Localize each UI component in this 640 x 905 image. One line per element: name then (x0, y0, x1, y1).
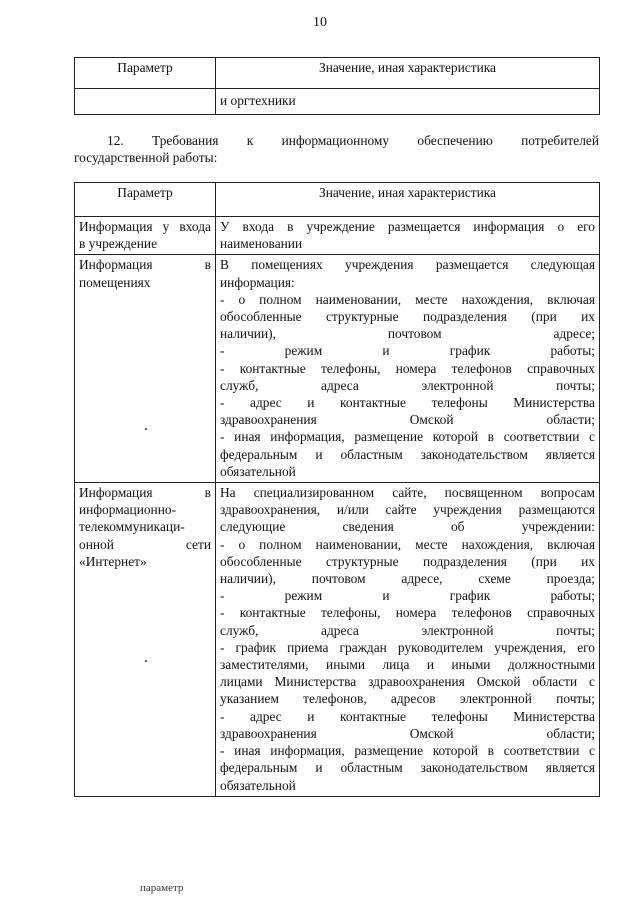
page-footer-text: параметр (140, 882, 184, 894)
table-row (75, 217, 600, 255)
value-text-line: - режим и график работы; (220, 343, 595, 359)
value-text-line: обособленные структурные подразделения (при их (220, 553, 595, 569)
value-text-line: обособленные структурные подразделения (при их (220, 309, 595, 325)
param-text-line: онной сети (79, 536, 211, 552)
section-heading-line-1: 12. Требования к информационному обеспечению потребителей (107, 133, 599, 148)
header-value: Значение, иная характеристика (216, 183, 600, 217)
value-text-line: - контактные телефоны, номера телефонов справочных (220, 360, 595, 376)
value-text-line: - иная информация, размещение которой в соответствии с (220, 429, 595, 445)
value-text-line: федеральным и областным законодательством является (220, 760, 595, 776)
value-text-line: здравоохранения, и/или сайте учреждения размещаются (220, 502, 595, 518)
value-text-line: В помещениях учреждения размещается следующая (220, 257, 595, 273)
table-row (75, 89, 600, 115)
row-value (216, 255, 600, 483)
row-param (75, 483, 216, 797)
value-text-line: - режим и график работы; (220, 588, 595, 604)
value-text-line: заместителями, иными лица и иными должностными (220, 657, 595, 673)
value-text-line: следующие сведения об учреждении: (220, 519, 595, 535)
row-value (216, 483, 600, 797)
table-header-row (75, 183, 600, 217)
value-text-line: - контактные телефоны, номера телефонов справочных (220, 605, 595, 621)
param-text-line: Информация у входа (79, 219, 211, 234)
value-text-line: наличии), почтовом адресе; (220, 326, 595, 342)
row-value (216, 217, 600, 255)
row-param (75, 217, 216, 255)
scan-speck (145, 660, 147, 662)
param-text-line: Информация в (79, 485, 211, 501)
param-text-line: информационно- (79, 502, 177, 518)
value-text-line: здравоохранения Омской области; (220, 412, 595, 428)
value-text-line: У входа в учреждение размещается информация о его (220, 219, 595, 234)
row-param (75, 89, 216, 115)
header-param: Параметр (75, 183, 216, 217)
row-value: и оргтехники (216, 89, 600, 115)
scan-speck (145, 428, 147, 430)
value-text-line: - адрес и контактные телефоны Министерства (220, 395, 595, 411)
value-text-line: - иная информация, размещение которой в соответствии с (220, 743, 595, 759)
continuation-table (74, 57, 600, 115)
value-text-line: служб, адреса электронной почты; (220, 622, 595, 638)
value-text-line: На специализированном сайте, посвященном вопросам (220, 485, 595, 501)
requirements-table (74, 182, 600, 797)
param-text-line: телекоммуникаци- (79, 519, 185, 535)
value-text-line: - о полном наименовании, месте нахождения, включая (220, 536, 595, 552)
value-text-line: указанием телефонов, адресов электронной почты; (220, 691, 595, 707)
value-text-line: служб, адреса электронной почты; (220, 377, 595, 393)
section-heading (74, 132, 599, 166)
param-text-line: «Интернет» (79, 553, 147, 569)
value-text-line: здравоохранения Омской области; (220, 725, 595, 741)
table-row (75, 255, 600, 483)
param-text-line: Информация в (79, 257, 211, 273)
section-heading-line-2: государственной работы: (74, 150, 218, 166)
table-header-row (75, 58, 600, 89)
row-param (75, 255, 216, 483)
table-row (75, 483, 600, 797)
header-value: Значение, иная характеристика (216, 58, 600, 89)
value-text-line: - адрес и контактные телефоны Министерства (220, 708, 595, 724)
value-text-line: - о полном наименовании, месте нахождения, включая (220, 291, 595, 307)
value-text-line: обязательной (220, 463, 296, 479)
header-param: Параметр (75, 58, 216, 89)
value-text-line: лицами Министерства здравоохранения Омской области с (220, 674, 595, 690)
value-text-line: наличии), почтовом адресе, схеме проезда; (220, 571, 595, 587)
value-text-line: наименовании (220, 236, 303, 252)
value-text-line: информация: (220, 274, 295, 290)
value-text-line: федеральным и областным законодательством является (220, 446, 595, 462)
value-text-line: обязательной (220, 777, 296, 793)
param-text-line: помещениях (79, 274, 151, 290)
param-text-line: в учреждение (79, 236, 158, 252)
value-text-line: - график приема граждан руководителем учреждения, его (220, 639, 595, 655)
page-number: 10 (313, 15, 327, 30)
